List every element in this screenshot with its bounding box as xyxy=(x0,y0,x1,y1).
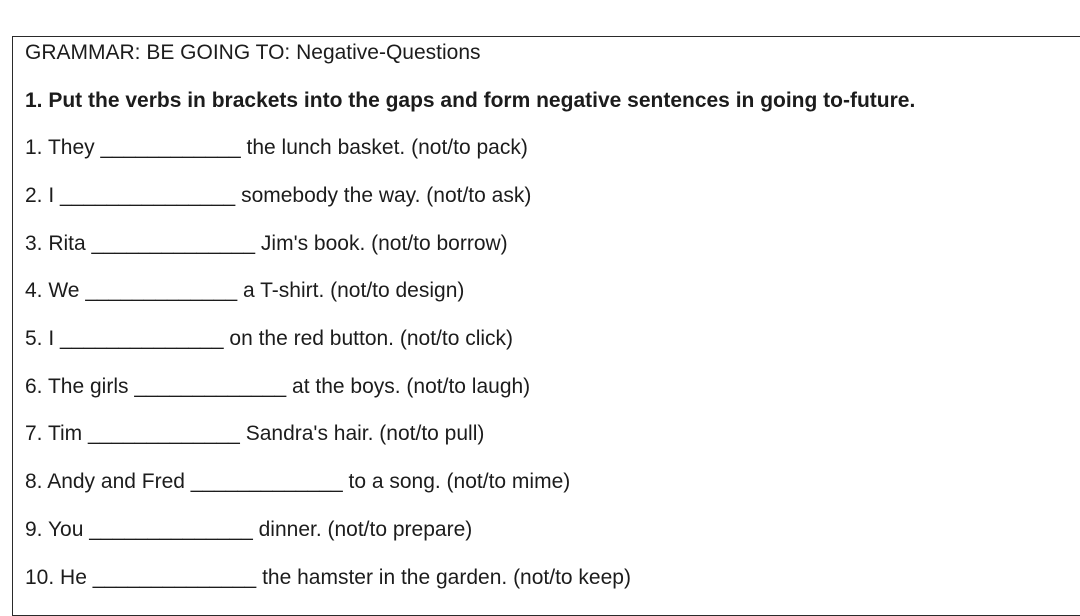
exercise-item-6 xyxy=(25,374,530,400)
item-start: 7. Tim xyxy=(25,422,83,445)
item-start: 5. I xyxy=(25,327,55,350)
exercise-instruction: 1. Put the verbs in brackets into the gaps and form negative sentences in going to-future. xyxy=(25,89,916,112)
answer-blank: _____________ xyxy=(134,375,287,398)
answer-blank: _____________ xyxy=(190,470,343,493)
item-start: 6. The girls xyxy=(25,375,129,398)
answer-blank: ______________ xyxy=(92,566,257,589)
item-start: 3. Rita xyxy=(25,232,86,255)
answer-blank: _______________ xyxy=(60,184,236,207)
exercise-item-1 xyxy=(25,135,528,161)
worksheet-title: GRAMMAR: BE GOING TO: Negative-Questions xyxy=(25,41,481,64)
exercise-item-3 xyxy=(25,231,508,257)
item-start: 10. He xyxy=(25,566,87,589)
worksheet xyxy=(12,36,1080,616)
exercise-item-5 xyxy=(25,326,513,352)
answer-blank: ______________ xyxy=(60,327,224,350)
exercise-item-9 xyxy=(25,517,472,543)
answer-blank: ______________ xyxy=(91,232,256,255)
answer-blank: ______________ xyxy=(89,518,253,541)
exercise-item-4 xyxy=(25,278,464,304)
item-end: dinner. (not/to prepare) xyxy=(258,518,473,541)
exercise-item-7 xyxy=(25,421,484,447)
item-end: somebody the way. (not/to ask) xyxy=(241,184,532,207)
item-end: Sandra's hair. (not/to pull) xyxy=(245,422,485,445)
item-start: 9. You xyxy=(25,518,84,541)
exercise-item-2 xyxy=(25,183,531,209)
item-end: the lunch basket. (not/to pack) xyxy=(246,136,528,159)
item-start: 8. Andy and Fred xyxy=(25,470,185,493)
answer-blank: ____________ xyxy=(100,136,241,159)
exercise-item-10 xyxy=(25,565,631,591)
item-end: a T-shirt. (not/to design) xyxy=(243,279,465,302)
answer-blank: _____________ xyxy=(85,279,238,302)
item-start: 1. They xyxy=(25,136,95,159)
item-end: Jim's book. (not/to borrow) xyxy=(260,232,508,255)
item-start: 2. I xyxy=(25,184,55,207)
exercise-item-8 xyxy=(25,469,570,495)
item-end: at the boys. (not/to laugh) xyxy=(292,375,531,398)
item-end: the hamster in the garden. (not/to keep) xyxy=(262,566,631,589)
item-end: on the red button. (not/to click) xyxy=(229,327,514,350)
item-end: to a song. (not/to mime) xyxy=(348,470,571,493)
item-start: 4. We xyxy=(25,279,80,302)
answer-blank: _____________ xyxy=(88,422,240,445)
